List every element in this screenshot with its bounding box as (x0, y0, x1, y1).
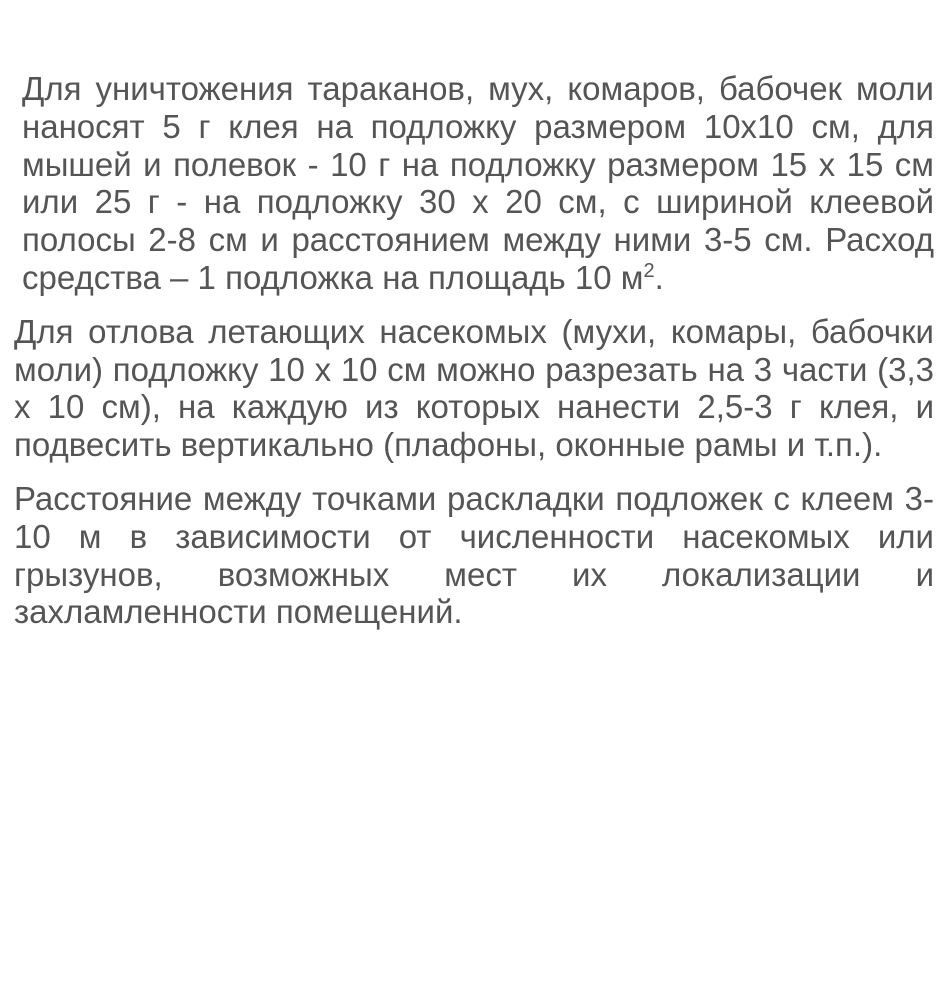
paragraph-glue-dosage (14, 70, 934, 297)
paragraph-placement-distance: Расстояние между точками раскладки подложек с клеем 3-10 м в зависимости от численности насекомых или грызунов, возможных мест их локализации и захламленности помещений. (14, 479, 934, 631)
square-meter-superscript: 2 (643, 259, 655, 282)
document-body (14, 70, 934, 631)
paragraph-glue-dosage-text: Для уничтожения тараканов, мух, комаров, бабочек моли наносят 5 г клея на подложку размером 10х10 см, для мышей и полевок - 10 г на подложку размером 15 х 15 см или 25 г - на подложку 30 х 20 см, с шириной клеевой полосы 2-8 см и расстоянием между ними 3-5 см. Расход средства – 1 подложка на площадь 10 м (22, 70, 934, 296)
paragraph-glue-dosage-end: . (654, 258, 664, 296)
paragraph-flying-insects: Для отлова летающих насекомых (мухи, комары, бабочки моли) подложку 10 х 10 см можно разрезать на 3 части (3,3 х 10 см), на каждую из которых нанести 2,5-3 г клея, и подвесить вертикально (плафоны, оконные рамы и т.п.). (14, 312, 934, 464)
